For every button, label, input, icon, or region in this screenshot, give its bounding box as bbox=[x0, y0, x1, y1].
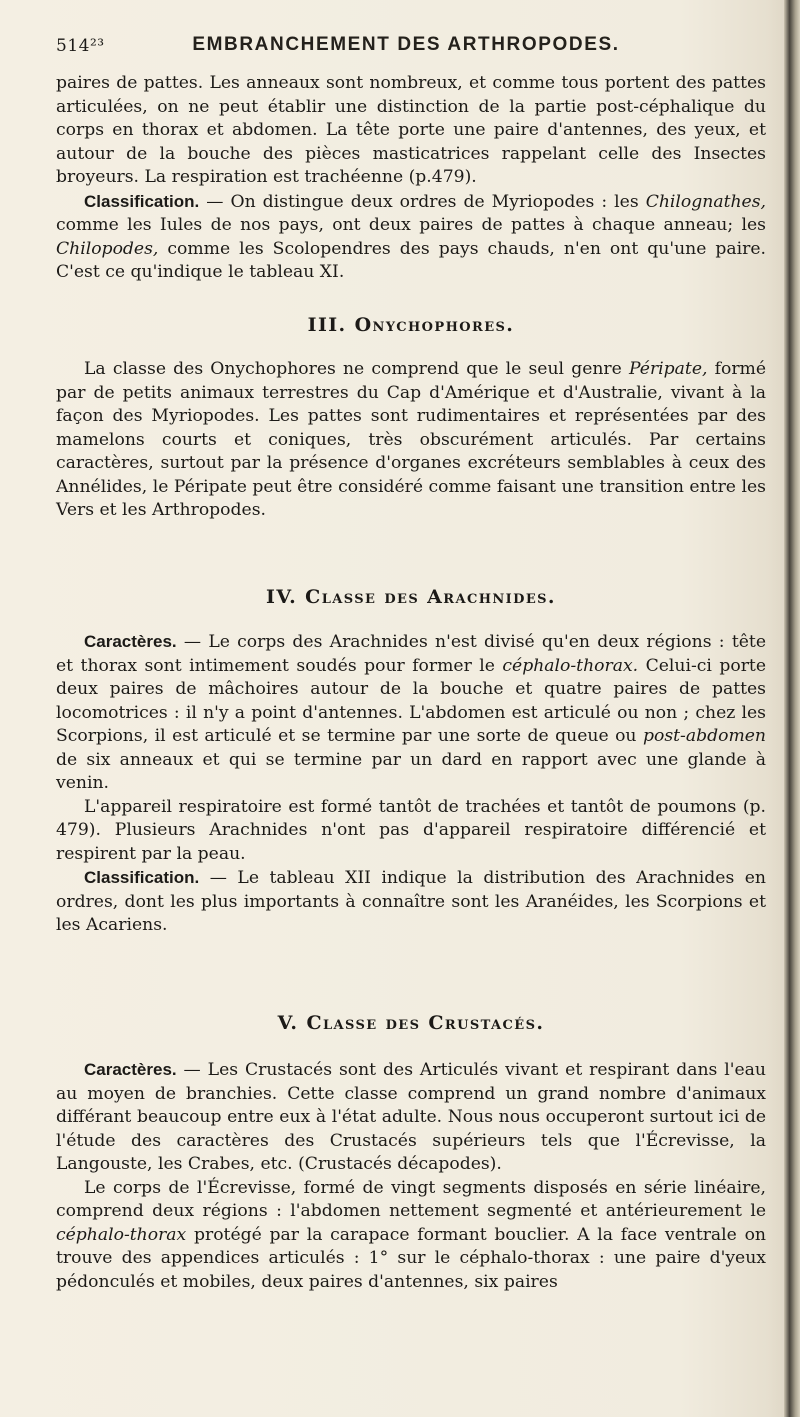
ecrevisse-text-a: Le corps de l'Écrevisse, formé de vingt segments disposés en série linéaire, comprend deux régions : l'abdomen nettement segmenté et antérieurement le bbox=[56, 1177, 766, 1221]
term-cephalo-thorax: céphalo-thorax. bbox=[502, 655, 639, 676]
ecrevisse-text-b: protégé par la carapace formant bouclier. A la face ventrale on trouve des appendices articulés : 1° sur le céphalo-thorax : une paire d'yeux pédonculés et mobiles, deux paires d'antennes, six paires bbox=[56, 1224, 766, 1292]
classification-lead-arachnides: Classification. bbox=[84, 868, 200, 887]
caracteres-lead-crustaces: Caractères. bbox=[84, 1060, 177, 1079]
term-chilognathes: Chilognathes, bbox=[645, 191, 766, 212]
onychophores-section bbox=[56, 358, 766, 523]
onychophores-text-a: La classe des Onychophores ne comprend que le seul genre bbox=[84, 359, 629, 379]
page-header bbox=[56, 30, 756, 64]
classification-lead: Classification. bbox=[84, 191, 200, 211]
crustaces-section bbox=[56, 1058, 766, 1294]
classification-text-a: — On distingue deux ordres de Myriopodes : les bbox=[199, 191, 646, 212]
arachnides-section bbox=[56, 630, 766, 938]
classification-text-c: comme les Scolopendres des pays chauds, n'en ont qu'une paire. C'est ce qu'indique le tableau XI. bbox=[56, 238, 766, 282]
arachnides-classification-text: — Le tableau XII indique la distribution des Arachnides en ordres, dont les plus importants à connaître sont les Aranéides, les Scorpions et les Acariens. bbox=[56, 868, 766, 935]
classification-text-b: comme les Iules de nos pays, ont deux paires de pattes à chaque anneau; les bbox=[56, 215, 766, 235]
term-peripate: Péripate, bbox=[628, 359, 708, 379]
myriopodes-section bbox=[56, 72, 766, 285]
term-cephalo-thorax-2: céphalo-thorax bbox=[56, 1224, 187, 1245]
term-post-abdomen: post-abdomen bbox=[642, 726, 766, 746]
running-title: EMBRANCHEMENT DES ARTHROPODES. bbox=[192, 34, 620, 55]
heading-crustaces: V. Classe des Crustacés. bbox=[277, 1012, 545, 1034]
page-edge-shadow bbox=[784, 0, 800, 1417]
arachnides-text-c: de six anneaux et qui se termine par un dard en rapport avec une glande à venin. bbox=[56, 749, 766, 793]
heading-onychophores: III. Onychophores. bbox=[307, 314, 515, 336]
paragraph-ecrevisse bbox=[56, 1177, 766, 1295]
onychophores-text-b: formé par de petits animaux terrestres du Cap d'Amérique et d'Australie, vivant à la façon des Myriopodes. Les pattes sont rudimentaires et représentées par des mamelons courts et coniques, très obscurément articulés. Par certains caractères, surtout par la présence d'organes excréteurs semblables à ceux des Annélides, le Péripate peut être considéré comme faisant une transition entre les Vers et les Arthropodes. bbox=[56, 359, 767, 520]
term-chilopodes: Chilopodes, bbox=[56, 238, 159, 259]
arachnides-text-b: Celui-ci porte deux paires de mâchoires autour de la bouche et quatre paires de pattes locomotrices : il n'y a point d'antennes. L'abdomen est articulé ou non ; chez les Scorpions, il est articulé et se termine par une sorte de queue ou bbox=[56, 655, 767, 746]
paragraph-arachnides-respiration: L'appareil respiratoire est formé tantôt de trachées et tantôt de poumons (p. 479). Plusieurs Arachnides n'ont pas d'appareil respiratoire différencié et respirent par la peau. bbox=[56, 796, 766, 864]
paragraph-myriopodes-classification bbox=[56, 190, 766, 285]
paragraph-arachnides-classification bbox=[56, 866, 766, 938]
page-number: 514²³ bbox=[56, 36, 105, 56]
paragraph-myriopodes-body: paires de pattes. Les anneaux sont nombreux, et comme tous portent des pattes articulées, on ne peut établir une distinction de la partie post-céphalique du corps en thorax et abdomen. La tête porte une paire d'antennes, des yeux, et autour de la bouche des pièces masticatrices rappelant celle des Insectes broyeurs. La respiration est trachéenne (p.479). bbox=[56, 73, 766, 187]
arachnides-text-a: — Le corps des Arachnides n'est divisé qu'en deux régions : tête et thorax sont intimement soudés pour former le bbox=[56, 632, 766, 676]
crustaces-text: — Les Crustacés sont des Articulés vivant et respirant dans l'eau au moyen de branchies. Cette classe comprend un grand nombre d'animaux différant beaucoup entre eux à l'état adulte. Nous nous occuperont surtout ici de l'étude des caractères des Crustacés supérieurs tels que l'Écrevisse, la Langouste, les Crabes, etc. (Crustacés décapodes). bbox=[56, 1060, 766, 1174]
heading-arachnides: IV. Classe des Arachnides. bbox=[266, 586, 556, 608]
paragraph-arachnides-caracteres bbox=[56, 630, 766, 796]
paragraph-onychophores bbox=[56, 358, 766, 523]
caracteres-lead-arachnides: Caractères. bbox=[84, 632, 177, 651]
paragraph-crustaces-caracteres bbox=[56, 1058, 766, 1177]
